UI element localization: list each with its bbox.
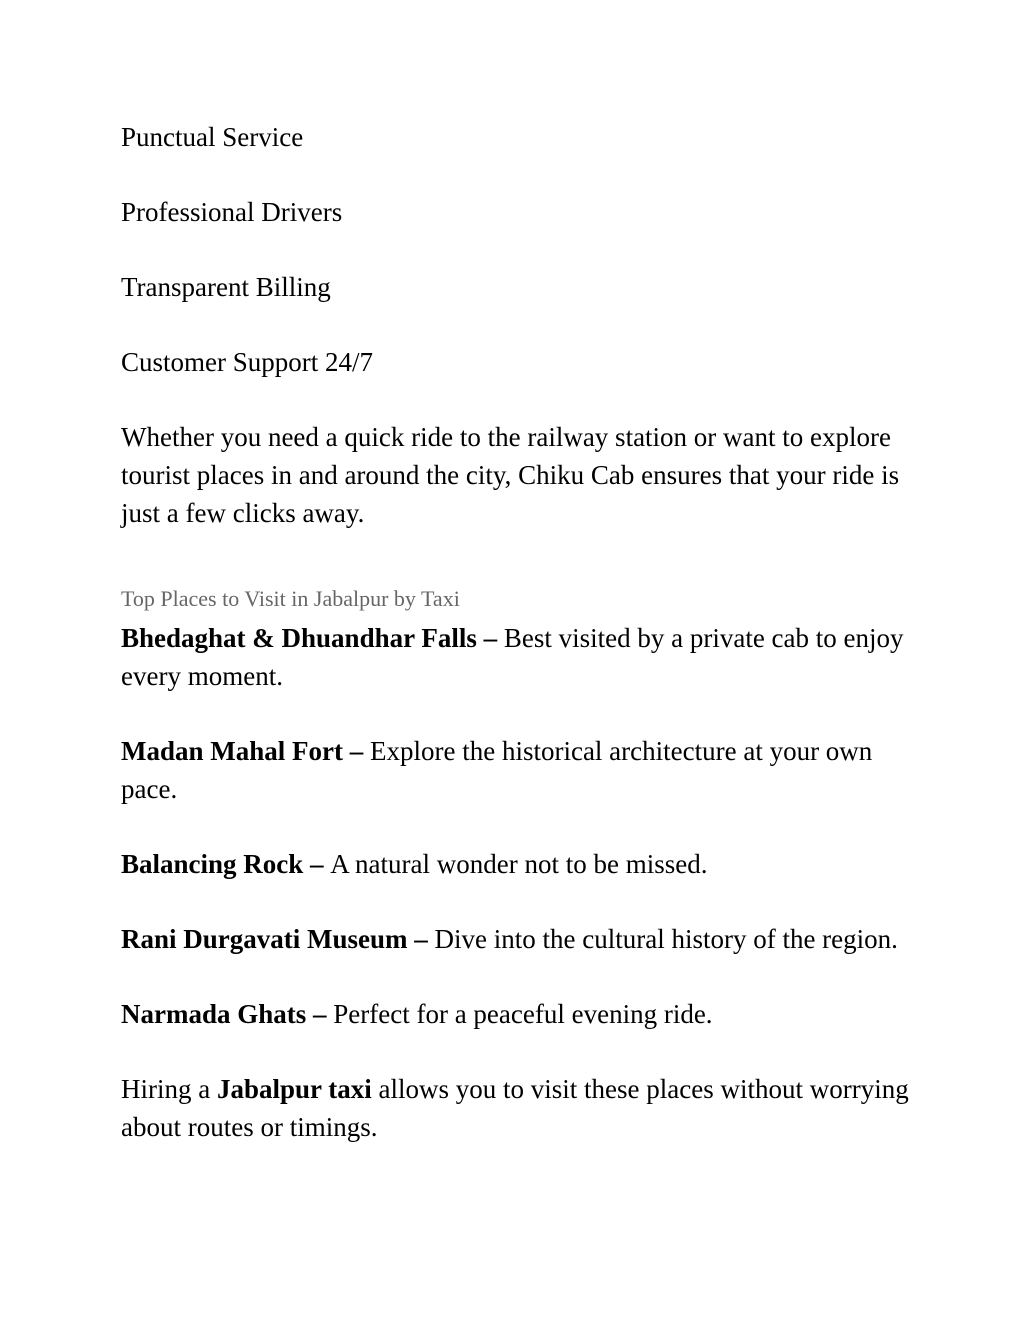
place-description: Explore the historical architecture at your own pace. xyxy=(121,736,873,804)
place-name: Narmada Ghats xyxy=(121,999,307,1029)
place-name: Balancing Rock xyxy=(121,849,304,879)
place-description: A natural wonder not to be missed. xyxy=(330,849,708,879)
feature-item: Customer Support 24/7 xyxy=(121,347,374,377)
feature-item: Transparent Billing xyxy=(121,272,331,302)
place-item xyxy=(121,995,911,1033)
place-item xyxy=(121,845,911,883)
place-dash: – xyxy=(343,736,370,766)
place-name: Madan Mahal Fort xyxy=(121,736,343,766)
place-dash: – xyxy=(306,999,334,1029)
closing-keyword: Jabalpur taxi xyxy=(216,1074,372,1104)
place-dash: – xyxy=(407,924,435,954)
place-item xyxy=(121,920,911,958)
place-dash: – xyxy=(303,849,331,879)
place-name: Rani Durgavati Museum xyxy=(121,924,408,954)
place-description: Dive into the cultural history of the region. xyxy=(434,924,898,954)
place-item xyxy=(121,619,911,695)
intro-paragraph: Whether you need a quick ride to the railway station or want to explore tourist places in and around the city, Chiku Cab ensures that your ride is just a few clicks away. xyxy=(121,422,900,528)
place-description: Perfect for a peaceful evening ride. xyxy=(333,999,713,1029)
closing-suffix: allows you to visit these places without worrying about routes or timings. xyxy=(121,1074,909,1142)
document-page xyxy=(121,118,911,1146)
place-item xyxy=(121,732,911,808)
place-dash: – xyxy=(476,623,504,653)
place-description: Best visited by a private cab to enjoy every moment. xyxy=(121,623,904,691)
feature-item: Punctual Service xyxy=(121,122,304,152)
place-name: Bhedaghat & Dhuandhar Falls xyxy=(121,623,477,653)
closing-prefix: Hiring a xyxy=(121,1074,217,1104)
feature-item: Professional Drivers xyxy=(121,197,343,227)
section-heading: Top Places to Visit in Jabalpur by Taxi xyxy=(121,586,460,611)
closing-paragraph xyxy=(121,1070,911,1146)
